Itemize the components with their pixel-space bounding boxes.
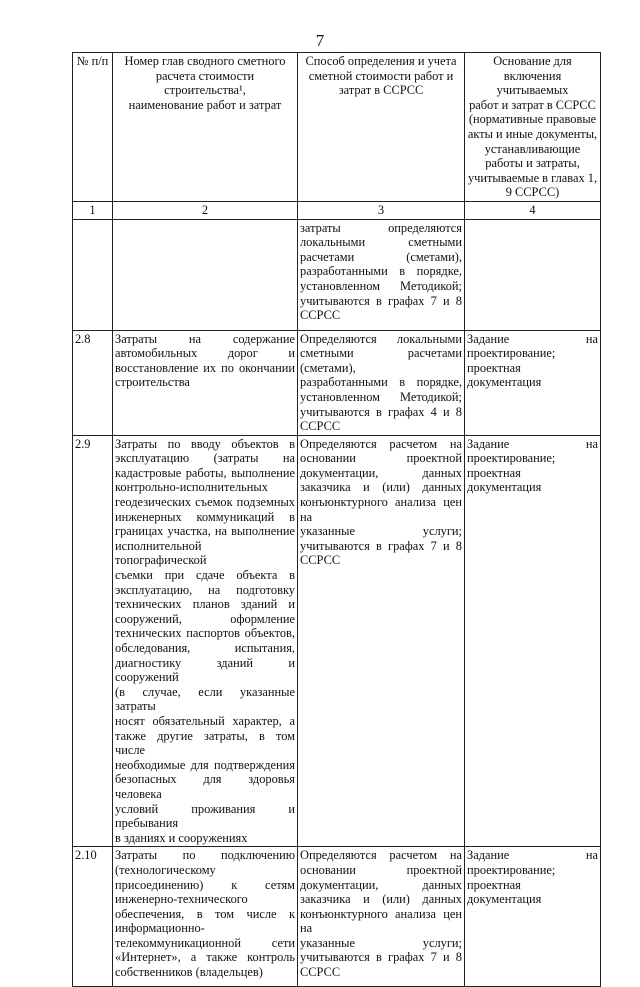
text-line: Затраты на содержание bbox=[115, 331, 295, 346]
text-line: (технологическому bbox=[115, 862, 216, 877]
text-line: затраты определяются bbox=[300, 220, 462, 235]
text-line: проектная документация bbox=[467, 877, 542, 907]
text-line: учитываются в графах 4 и 8 bbox=[300, 404, 462, 419]
text-line: устанавливающие bbox=[484, 141, 581, 156]
row-name bbox=[113, 847, 298, 987]
text-line: диагностику зданий и сооружений bbox=[115, 655, 295, 685]
text-line: Задание на bbox=[467, 848, 598, 863]
text-line: технических планов зданий и bbox=[115, 597, 295, 612]
text-line: документации, данных bbox=[300, 465, 462, 480]
text-line: технических паспортов объектов, bbox=[115, 626, 295, 641]
row-basis bbox=[465, 330, 601, 435]
text-line: учитываются в графах 7 и 8 bbox=[300, 950, 462, 965]
text-line: сметной стоимости работ и bbox=[308, 68, 454, 83]
text-line: учитываемые в главах 1, bbox=[467, 170, 598, 185]
text-line: «Интернет», а также контроль bbox=[115, 950, 295, 965]
row-method bbox=[298, 847, 465, 987]
text-line: работы и затраты, bbox=[485, 156, 580, 171]
text-line: проектная документация bbox=[467, 360, 542, 390]
text-line: границах участка, на выполнение bbox=[115, 524, 295, 539]
text-line: разработанными в порядке, bbox=[300, 264, 462, 279]
text-line: обследования, испытания, bbox=[115, 641, 295, 655]
row-number bbox=[73, 219, 113, 330]
text-line: наименование работ и затрат bbox=[128, 97, 282, 112]
text-line: Задание на bbox=[467, 436, 598, 451]
text-line: обеспечения, в том числе к bbox=[115, 906, 295, 921]
text-line: ССРСС bbox=[300, 419, 341, 434]
text-line: условий проживания и пребывания bbox=[115, 801, 295, 831]
text-line: основании проектной bbox=[300, 862, 462, 877]
text-line: локальными сметными bbox=[300, 235, 462, 250]
row-basis bbox=[465, 435, 601, 847]
row-name bbox=[113, 330, 298, 435]
text-line: геодезических съемок подземных bbox=[115, 495, 295, 510]
text-line: автомобильных дорог и bbox=[115, 346, 295, 361]
text-line: акты и иные документы, bbox=[467, 126, 598, 141]
text-line: присоединению) к сетям bbox=[115, 877, 295, 892]
text-line: ССРСС bbox=[300, 308, 341, 323]
row-name bbox=[113, 435, 298, 847]
row-method bbox=[298, 330, 465, 435]
row-name bbox=[113, 219, 298, 330]
text-line: Способ определения и учета bbox=[305, 54, 457, 68]
text-line: носят обязательный характер, а bbox=[115, 713, 295, 728]
text-line: ССРСС bbox=[300, 553, 341, 568]
text-line: указанные услуги; bbox=[300, 935, 462, 950]
text-line: Основание для bbox=[493, 54, 572, 68]
text-line: ССРСС bbox=[300, 965, 341, 980]
text-line: заказчика и (или) данных bbox=[300, 892, 462, 907]
text-line: Задание на bbox=[467, 331, 598, 346]
text-line: расчета стоимости строительства¹, bbox=[155, 68, 255, 98]
text-line: установленном Методикой; bbox=[300, 278, 462, 293]
text-line: кадастровые работы, выполнение bbox=[115, 465, 295, 480]
text-line: безопасных для здоровья человека bbox=[115, 772, 295, 801]
text-line: Определяются расчетом на bbox=[300, 436, 462, 451]
text-line: исполнительной топографической bbox=[115, 538, 207, 568]
text-line: инженерно-технического bbox=[115, 892, 248, 907]
text-line: съемки при сдаче объекта в bbox=[115, 568, 295, 583]
text-line: проектирование; bbox=[467, 346, 556, 361]
table-row bbox=[73, 330, 601, 435]
text-line: разработанными в порядке, bbox=[300, 375, 462, 390]
text-line: Номер глав сводного сметного bbox=[124, 54, 286, 68]
row-number: 2.10 bbox=[73, 847, 113, 987]
text-line: проектная документация bbox=[467, 465, 542, 495]
table-header-row bbox=[73, 53, 601, 202]
header-method bbox=[298, 53, 465, 202]
header-name bbox=[113, 53, 298, 202]
text-line: 9 ССРСС) bbox=[505, 185, 560, 200]
text-line: Определяются локальными bbox=[300, 331, 462, 346]
text-line: установленном Методикой; bbox=[300, 389, 462, 404]
row-method bbox=[298, 219, 465, 330]
row-basis bbox=[465, 219, 601, 330]
row-method bbox=[298, 435, 465, 847]
text-line: необходимые для подтверждения bbox=[115, 757, 295, 772]
column-number: 4 bbox=[465, 201, 601, 219]
text-line: телекоммуникационной сети bbox=[115, 935, 295, 950]
text-line: документации, данных bbox=[300, 877, 462, 892]
text-line: (нормативные правовые bbox=[468, 112, 597, 127]
row-basis bbox=[465, 847, 601, 987]
header-basis bbox=[465, 53, 601, 202]
text-line: сооружений, оформление bbox=[115, 611, 295, 626]
text-line: инженерных коммуникаций в bbox=[115, 509, 295, 524]
text-line: работ и затрат в ССРСС bbox=[469, 97, 596, 112]
column-numbers-row bbox=[73, 201, 601, 219]
row-number: 2.8 bbox=[73, 330, 113, 435]
text-line: также другие затраты, в том числе bbox=[115, 728, 295, 758]
text-line: сметными расчетами (сметами), bbox=[300, 346, 462, 375]
text-line: включения учитываемых bbox=[496, 68, 569, 98]
text-line: учитываются в графах 7 и 8 bbox=[300, 293, 462, 308]
text-line: расчетами (сметами), bbox=[300, 249, 462, 264]
text-line: конъюнктурного анализа цен на bbox=[300, 495, 462, 524]
text-line: (в случае, если указанные затраты bbox=[115, 684, 295, 714]
text-line: Определяются расчетом на bbox=[300, 848, 462, 863]
text-line: указанные услуги; bbox=[300, 524, 462, 539]
text-line: Затраты по вводу объектов в bbox=[115, 436, 295, 451]
text-line: информационно- bbox=[115, 921, 205, 936]
column-number: 3 bbox=[298, 201, 465, 219]
text-line: проектирование; bbox=[467, 451, 556, 466]
text-line: Затраты по подключению bbox=[115, 848, 295, 863]
text-line: строительства bbox=[115, 375, 190, 390]
header-number: № п/п bbox=[73, 53, 113, 202]
table-row bbox=[73, 219, 601, 330]
text-line: собственников (владельцев) bbox=[115, 965, 263, 980]
text-line: основании проектной bbox=[300, 451, 462, 466]
text-line: восстановление их по окончании bbox=[115, 360, 295, 375]
text-line: заказчика и (или) данных bbox=[300, 480, 462, 495]
column-number: 2 bbox=[113, 201, 298, 219]
text-line: затрат в ССРСС bbox=[338, 83, 424, 98]
text-line: учитываются в графах 7 и 8 bbox=[300, 538, 462, 553]
column-number: 1 bbox=[73, 201, 113, 219]
text-line: конъюнктурного анализа цен на bbox=[300, 906, 462, 936]
row-number: 2.9 bbox=[73, 435, 113, 847]
text-line: в зданиях и сооружениях bbox=[115, 830, 248, 845]
text-line: эксплуатацию (затраты на bbox=[115, 451, 295, 466]
text-line: эксплуатацию, на подготовку bbox=[115, 582, 295, 597]
estimate-table bbox=[72, 52, 601, 987]
table-row bbox=[73, 847, 601, 987]
table-row bbox=[73, 435, 601, 847]
text-line: контрольно-исполнительных bbox=[115, 480, 268, 495]
page-number: 7 bbox=[315, 31, 325, 50]
text-line: проектирование; bbox=[467, 862, 556, 877]
